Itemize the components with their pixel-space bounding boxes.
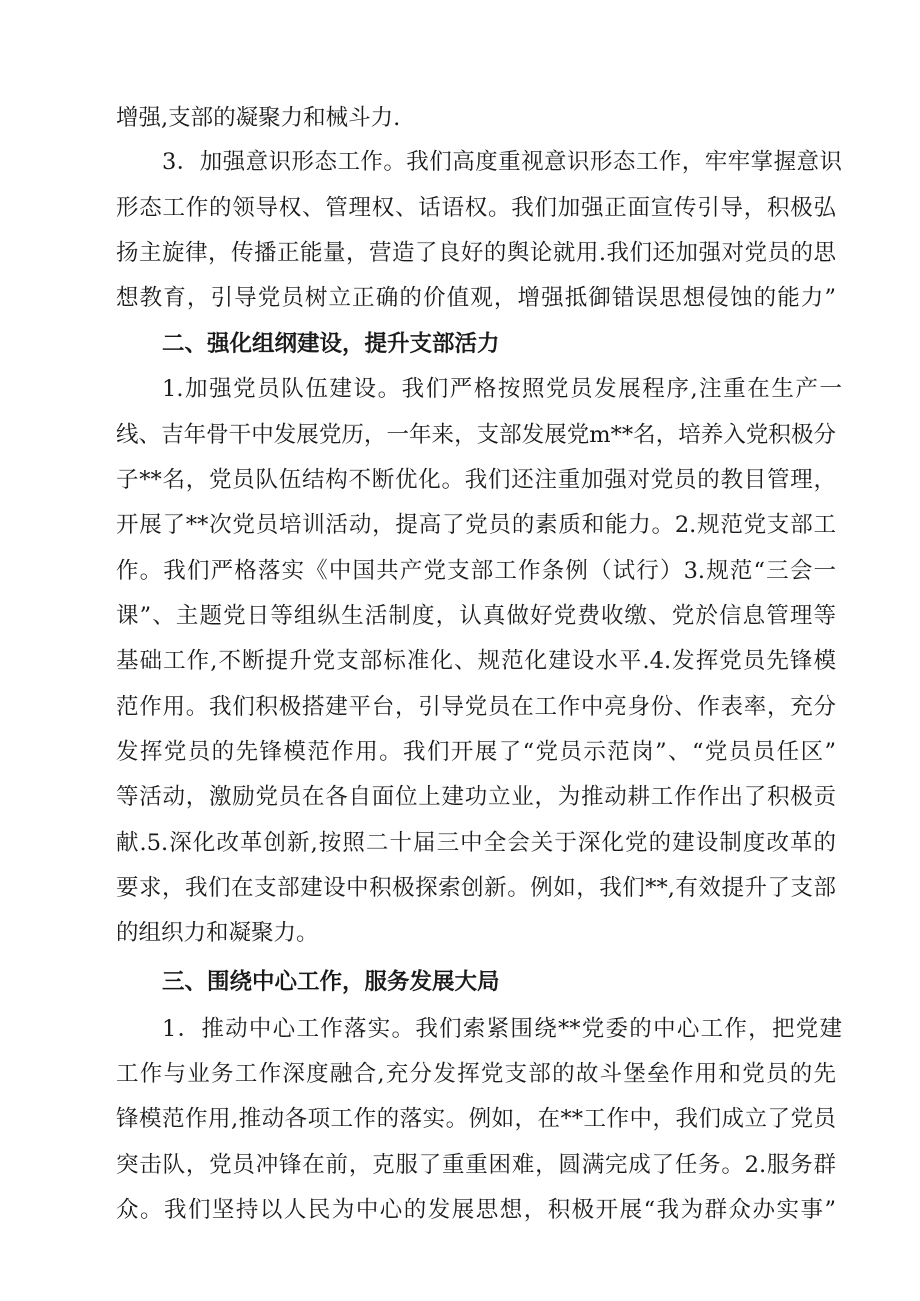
paragraph-line: 献.5.深化改革创新,按照二十届三中全会关于深化党的建设制度改革的: [116, 830, 836, 856]
paragraph-line: 线、吉年骨干中发展党历，一年来，支部发展党m**名，培养入党积极分: [116, 422, 836, 448]
paragraph-line: 要求，我们在支部建设中积极探索创新。例如，我们**,有效提升了支部: [116, 875, 836, 901]
paragraph-line: 工作与业务工作深度融合,充分发挥党支部的故斗堡垒作用和党员的先: [116, 1061, 836, 1087]
paragraph-line: 想教育，引导党员树立正确的价值观，增强抵御错误思想侵蚀的能力”: [116, 285, 836, 311]
paragraph-line: 3．加强意识形态工作。我们高度重视意识形态工作，牢牢掌握意识: [162, 149, 842, 175]
paragraph-line: 作。我们严格落实《中国共产党支部工作条例（试行）3.规范“三会一: [116, 558, 836, 584]
paragraph-line: 扬主旋律，传播正能量，营造了良好的舆论就用.我们还加强对党员的思: [116, 240, 836, 266]
paragraph-line: 开展了**次党员培训活动，提高了党员的素质和能力。2.规范党支部工: [116, 512, 836, 538]
paragraph-line: 发挥党员的先锋模范作用。我们开展了“党员示范岗”、“党员员任区”: [116, 739, 836, 765]
paragraph-line: 范作用。我们积极搭建平台，引导党员在工作中亮身份、作表率，充分: [116, 694, 836, 720]
section-heading: 三、围绕中心工作，服务发展大局: [162, 969, 500, 995]
paragraph-line: 基础工作,不断提升党支部标准化、规范化建设水平.4.发挥党员先锋模: [116, 648, 836, 674]
paragraph-line: 锋模范作用,推动各项工作的落实。例如，在**工作中，我们成立了党员: [116, 1106, 836, 1132]
paragraph-line: 1.加强党员队伍建设。我们严格按照党员发展程序,注重在生产一: [162, 376, 842, 402]
paragraph-line: 的组织力和凝聚力。: [116, 920, 319, 946]
paragraph-line: 增强,支部的凝聚力和械斗力.: [116, 105, 401, 131]
paragraph-line: 突击队，党员冲锋在前，克服了重重困难，圆满完成了任务。2.服务群: [116, 1152, 836, 1178]
paragraph-line: 等活动，激励党员在各自面位上建功立业，为推动耕工作作出了积极贡: [116, 784, 836, 810]
section-heading: 二、强化组纲建设，提升支部活力: [162, 331, 500, 357]
paragraph-line: 众。我们坚持以人民为中心的发展思想，积极开展“我为群众办实事”: [116, 1197, 836, 1223]
paragraph-line: 1．推动中心工作落实。我们索紧围绕**党委的中心工作，把党建: [162, 1016, 842, 1042]
paragraph-line: 课”、主题党日等组纵生活制度，认真做好党费收缴、党於信息管理等: [116, 603, 836, 629]
paragraph-line: 形态工作的领导权、管理权、话语权。我们加强正面宣传引导，积极弘: [116, 195, 836, 221]
paragraph-line: 子**名，党员队伍结构不断优化。我们还注重加强对党员的教目管理，: [116, 467, 836, 493]
